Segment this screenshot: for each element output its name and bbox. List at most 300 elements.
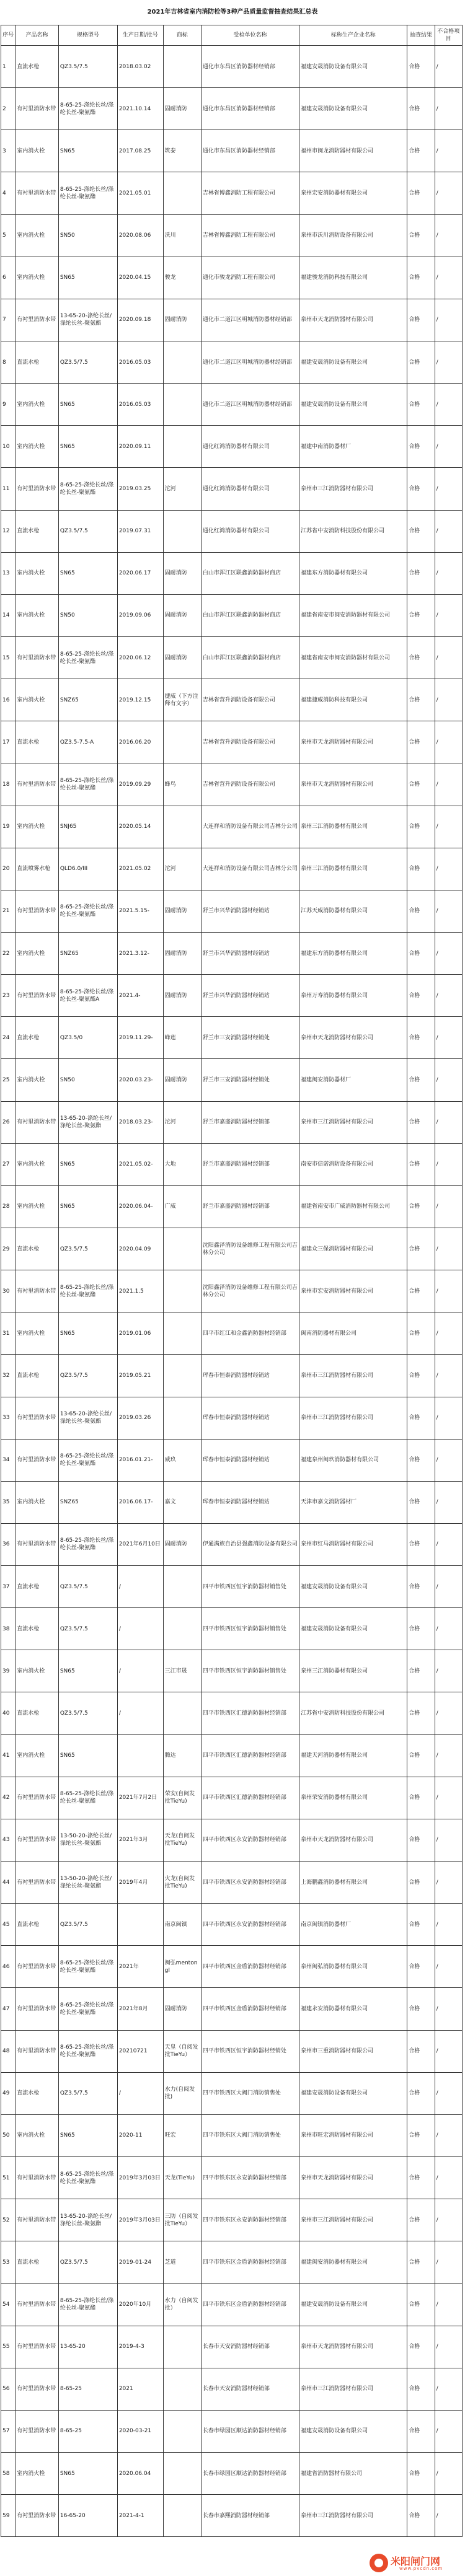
cell-product: 直流水枪 (16, 1566, 59, 1608)
cell-inspected-unit: 四平市铁东区大阀门消防销售处 (201, 2114, 299, 2156)
cell-failed-items: / (435, 1185, 462, 1228)
cell-brand (163, 1312, 201, 1355)
cell-date: 2021.1.5 (117, 1270, 163, 1312)
cell-manufacturer: 泉州市旺宏消防器材有限公司 (299, 2114, 407, 2156)
cell-index: 56 (1, 2368, 16, 2410)
cell-date: 2020.06.04 (117, 2453, 163, 2495)
cell-spec: SN50 (58, 594, 117, 636)
cell-index: 59 (1, 2495, 16, 2537)
cell-index: 41 (1, 1734, 16, 1777)
cell-inspected-unit: 四平市红江和金鑫消防器材经销部 (201, 1312, 299, 1355)
cell-date: 2019年4月 (117, 1862, 163, 1904)
cell-date: 2020.04.15 (117, 257, 163, 299)
cell-spec: SN50 (58, 1059, 117, 1101)
table-row (1, 88, 463, 130)
cell-date (117, 1734, 163, 1777)
cell-result: 合格 (407, 1185, 435, 1228)
cell-inspected-unit: 吉林省博鑫消防工程有限公司 (201, 172, 299, 214)
cell-index: 32 (1, 1355, 16, 1397)
cell-product: 直流水枪 (16, 1228, 59, 1270)
cell-date: 2021年7月2日 (117, 1777, 163, 1819)
cell-failed-items: / (435, 1862, 462, 1904)
cell-manufacturer: 福建闽安消防器材有限公司 (299, 2241, 407, 2284)
cell-manufacturer: 泉州市天龙消防器材有限公司 (299, 1017, 407, 1059)
cell-spec: 8-65-25-涤纶长丝/涤纶长丝-聚氨酯 (58, 468, 117, 510)
cell-result: 合格 (407, 214, 435, 257)
cell-date: 2018.03.23- (117, 1101, 163, 1143)
table-row (1, 2241, 463, 2284)
cell-spec: 8-65-25-涤纶长丝/涤纶长丝-聚氨酯 (58, 763, 117, 806)
cell-date: 2019-4-3 (117, 2326, 163, 2368)
cell-result: 合格 (407, 763, 435, 806)
cell-spec: 8-65-25-涤纶长丝/涤纶长丝-聚氨酯 (58, 1270, 117, 1312)
table-row (1, 975, 463, 1017)
header-date: 生产日期/批号 (117, 25, 163, 46)
cell-index: 38 (1, 1608, 16, 1650)
cell-result: 合格 (407, 1481, 435, 1523)
cell-product: 室内消火栓 (16, 2453, 59, 2495)
cell-product: 室内消火栓 (16, 1059, 59, 1101)
cell-result: 合格 (407, 130, 435, 172)
cell-inspected-unit: 通化市东昌区消防器材经销部 (201, 46, 299, 88)
table-row (1, 1059, 463, 1101)
cell-brand: 闽弘mentongI (163, 1946, 201, 1988)
table-row (1, 46, 463, 88)
cell-inspected-unit: 吉林省营升消防设备有限公司 (201, 763, 299, 806)
cell-index: 24 (1, 1017, 16, 1059)
cell-spec: SN65 (58, 1143, 117, 1185)
cell-brand: 芝道 (163, 2241, 201, 2284)
cell-product: 室内消火栓 (16, 1312, 59, 1355)
cell-product: 有衬里消防水带 (16, 763, 59, 806)
table-row (1, 2326, 463, 2368)
cell-inspected-unit: 舒兰市兴华消防器材经销站 (201, 890, 299, 932)
cell-failed-items: / (435, 2157, 462, 2199)
cell-date: 2019.09.29 (117, 763, 163, 806)
cell-spec: QZ3.5/7.5 (58, 1692, 117, 1734)
cell-date: 2019.03.26 (117, 1397, 163, 1439)
cell-date: 2019.09.06 (117, 594, 163, 636)
cell-manufacturer: 泉州市红马消防器材有限公司 (299, 1523, 407, 1565)
cell-date: / (117, 1650, 163, 1692)
cell-brand: 固耐消防 (163, 1523, 201, 1565)
cell-result: 合格 (407, 1650, 435, 1692)
cell-index: 44 (1, 1862, 16, 1904)
cell-result: 合格 (407, 1608, 435, 1650)
cell-spec: SN65 (58, 1185, 117, 1228)
cell-index: 47 (1, 1988, 16, 2030)
cell-date: 2016.05.03 (117, 341, 163, 383)
cell-index: 52 (1, 2199, 16, 2241)
cell-spec: QZ3.5-7.5-A (58, 721, 117, 763)
cell-manufacturer: 泉州市三江消防器材有限公司 (299, 1355, 407, 1397)
cell-failed-items: / (435, 214, 462, 257)
cell-manufacturer: 福建省南安市闽安消防器材有限公司 (299, 636, 407, 679)
cell-brand (163, 172, 201, 214)
cell-spec: QZ3.5/7.5 (58, 1904, 117, 1946)
watermark-brand: 米阳闸门网 (391, 2556, 441, 2567)
cell-inspected-unit: 长春市天安消防器材经销部 (201, 2326, 299, 2368)
cell-spec: 8-65-25-涤纶长丝/涤纶长丝-聚氨酯 (58, 88, 117, 130)
cell-date: / (117, 1566, 163, 1608)
header-brand: 商标 (163, 25, 201, 46)
cell-spec: 8-65-25-涤纶长丝/涤纶长丝-聚氨酯 (58, 2030, 117, 2072)
table-row (1, 1819, 463, 1861)
cell-result: 合格 (407, 2072, 435, 2114)
table-row (1, 1946, 463, 1988)
cell-failed-items: / (435, 2368, 462, 2410)
cell-index: 17 (1, 721, 16, 763)
cell-date: 2016.05.03 (117, 384, 163, 426)
cell-failed-items: / (435, 130, 462, 172)
cell-brand: 固耐消防 (163, 890, 201, 932)
cell-inspected-unit: 四平市铁西区永安消防器材经销部 (201, 1819, 299, 1861)
cell-inspected-unit: 长春市绿园区顺达消防器材经销部 (201, 2410, 299, 2452)
cell-result: 合格 (407, 1777, 435, 1819)
cell-manufacturer: 福建闽安消防器材厂 (299, 1059, 407, 1101)
cell-product: 有衬里消防水带 (16, 890, 59, 932)
cell-brand (163, 1270, 201, 1312)
cell-manufacturer: 江苏天威消防器材有限公司 (299, 890, 407, 932)
cell-spec: SN65 (58, 1312, 117, 1355)
cell-manufacturer: 泉州三江消防器材有限公司 (299, 848, 407, 890)
cell-inspected-unit: 通化市骏龙消防工程有限公司 (201, 257, 299, 299)
cell-date: 2020.09.11 (117, 426, 163, 468)
cell-inspected-unit: 通化市二道江区明城消防器材经销部 (201, 384, 299, 426)
table-row (1, 172, 463, 214)
table-row (1, 1650, 463, 1692)
cell-inspected-unit: 沈阳鑫泽消防设备维修工程有限公司吉林分公司 (201, 1228, 299, 1270)
cell-inspected-unit: 伊通满族自治县强鑫消防设备有限公司 (201, 1523, 299, 1565)
cell-brand: 固耐消防 (163, 932, 201, 974)
page-title: 2021年吉林省室内消防栓等3种产品质量监督抽查结果汇总表 (147, 9, 318, 15)
table-row (1, 1101, 463, 1143)
table-row (1, 1904, 463, 1946)
cell-spec: 8-65-25 (58, 2410, 117, 2452)
cell-failed-items: / (435, 2410, 462, 2452)
cell-index: 48 (1, 2030, 16, 2072)
cell-brand (163, 2368, 201, 2410)
cell-brand: 威玖 (163, 1439, 201, 1481)
cell-inspected-unit: 沈阳鑫泽消防设备维修工程有限公司吉林分公司 (201, 1270, 299, 1312)
cell-result: 合格 (407, 679, 435, 721)
cell-result: 合格 (407, 1101, 435, 1143)
cell-result: 合格 (407, 2030, 435, 2072)
cell-product: 室内消火栓 (16, 679, 59, 721)
cell-failed-items: / (435, 88, 462, 130)
cell-product: 室内消火栓 (16, 1143, 59, 1185)
cell-date: 2021.10.14 (117, 88, 163, 130)
table-row (1, 890, 463, 932)
cell-date: / (117, 1608, 163, 1650)
cell-inspected-unit: 舒兰市三安消防器材经销处 (201, 1017, 299, 1059)
cell-failed-items: / (435, 46, 462, 88)
cell-spec: 13-50-20-涤纶长丝/涤纶长丝-聚氨酯 (58, 1819, 117, 1861)
cell-inspected-unit: 白山市浑江区联鑫消防器材商店 (201, 594, 299, 636)
cell-brand: 天皇（自阅发批TieYu） (163, 2030, 201, 2072)
cell-date: 2020.06.12 (117, 636, 163, 679)
cell-spec: 8-65-25-涤纶长丝/涤纶长丝-聚氨酯 (58, 636, 117, 679)
cell-spec: QZ3.5/7.5 (58, 341, 117, 383)
table-row (1, 2284, 463, 2326)
cell-product: 直流水枪 (16, 1017, 59, 1059)
cell-index: 31 (1, 1312, 16, 1355)
cell-result: 合格 (407, 2326, 435, 2368)
cell-failed-items: / (435, 1481, 462, 1523)
cell-manufacturer: 福建省南安市广威消防器材有限公司 (299, 1185, 407, 1228)
table-row (1, 1692, 463, 1734)
cell-failed-items: / (435, 2326, 462, 2368)
cell-inspected-unit: 吉林省博鑫消防工程有限公司 (201, 214, 299, 257)
cell-failed-items: / (435, 1650, 462, 1692)
cell-failed-items: / (435, 2495, 462, 2537)
cell-index: 12 (1, 510, 16, 552)
cell-product: 有衬里消防水带 (16, 1270, 59, 1312)
watermark-site: www.pvcdn.com (399, 2566, 443, 2571)
cell-failed-items: / (435, 1734, 462, 1777)
cell-manufacturer: 泉州市三江消防器材有限公司 (299, 1397, 407, 1439)
cell-manufacturer: 天津市嘉文消防器材厂 (299, 1481, 407, 1523)
cell-index: 36 (1, 1523, 16, 1565)
cell-date: 2020.05.14 (117, 806, 163, 848)
cell-index: 6 (1, 257, 16, 299)
cell-product: 有衬里消防水带 (16, 2030, 59, 2072)
cell-index: 43 (1, 1819, 16, 1861)
cell-failed-items: / (435, 552, 462, 594)
cell-result: 合格 (407, 2157, 435, 2199)
cell-product: 室内消火栓 (16, 130, 59, 172)
table-row (1, 1185, 463, 1228)
table-row (1, 2453, 463, 2495)
cell-date: 2019.03.25 (117, 468, 163, 510)
cell-inspected-unit: 四平市铁东区金盾消防器材经销部 (201, 2241, 299, 2284)
cell-inspected-unit: 四平市铁东区永安消防器材经销部 (201, 2157, 299, 2199)
cell-date: 2021年6月10日 (117, 1523, 163, 1565)
cell-brand: 南京闽镇 (163, 1904, 201, 1946)
cell-inspected-unit: 四平市铁西区永安消防器材经销部 (201, 1862, 299, 1904)
cell-product: 有衬里消防水带 (16, 2495, 59, 2537)
cell-spec: 13-65-20-涤纶长丝/涤纶长丝-聚氨酯 (58, 1397, 117, 1439)
cell-spec: SN65 (58, 552, 117, 594)
cell-manufacturer: 泉州市三江消防器材有限公司 (299, 1101, 407, 1143)
cell-spec: SNZ65 (58, 679, 117, 721)
cell-spec: QZ3.5/0 (58, 1017, 117, 1059)
cell-failed-items: / (435, 763, 462, 806)
cell-manufacturer: 泉州荣安消防器材有限公司 (299, 1777, 407, 1819)
cell-spec: SNJ65 (58, 806, 117, 848)
cell-inspected-unit: 通化市二道江区明城消防器材经销部 (201, 299, 299, 341)
table-row (1, 468, 463, 510)
cell-result: 合格 (407, 2368, 435, 2410)
cell-index: 9 (1, 384, 16, 426)
cell-brand: 三江市晟 (163, 1650, 201, 1692)
cell-inspected-unit: 吉林省营升消防设备有限公司 (201, 721, 299, 763)
cell-index: 10 (1, 426, 16, 468)
cell-result: 合格 (407, 932, 435, 974)
cell-inspected-unit: 四平市铁西区汇德消防器材经销部 (201, 1734, 299, 1777)
table-row (1, 594, 463, 636)
cell-failed-items: / (435, 2072, 462, 2114)
cell-spec: 8-65-25 (58, 2368, 117, 2410)
cell-index: 40 (1, 1692, 16, 1734)
cell-spec: 13-65-20-涤纶长丝/涤纶长丝-聚氨酯 (58, 299, 117, 341)
table-row (1, 214, 463, 257)
cell-inspected-unit: 长春市嘉熙消防器材经销部 (201, 2495, 299, 2537)
cell-date: 2020.03.23- (117, 1059, 163, 1101)
cell-spec: 8-65-25-涤纶长丝/涤纶长丝-聚氨酯 (58, 1523, 117, 1565)
cell-result: 合格 (407, 257, 435, 299)
header-manufacturer: 标称生产企业名称 (299, 25, 407, 46)
cell-product: 直流水枪 (16, 1608, 59, 1650)
cell-result: 合格 (407, 1017, 435, 1059)
table-row (1, 2495, 463, 2537)
cell-brand (163, 1355, 201, 1397)
cell-product: 有衬里消防水带 (16, 1988, 59, 2030)
cell-inspected-unit: 长春市天安消防器材经销部 (201, 2368, 299, 2410)
cell-date: 2021.4- (117, 975, 163, 1017)
cell-manufacturer: 福建东方消防器材有限公司 (299, 552, 407, 594)
cell-failed-items: / (435, 890, 462, 932)
cell-date: 2017.08.25 (117, 130, 163, 172)
cell-result: 合格 (407, 1946, 435, 1988)
cell-index: 33 (1, 1397, 16, 1439)
cell-product: 室内消火栓 (16, 1481, 59, 1523)
cell-result: 合格 (407, 1523, 435, 1565)
cell-spec: 8-65-25-涤纶长丝/涤纶长丝-聚氨酯 (58, 2157, 117, 2199)
table-row (1, 806, 463, 848)
cell-failed-items: / (435, 594, 462, 636)
cell-manufacturer: 福建众三保消防器材有限公司 (299, 1228, 407, 1270)
table-row (1, 1566, 463, 1608)
cell-product: 室内消火栓 (16, 257, 59, 299)
cell-product: 有衬里消防水带 (16, 299, 59, 341)
cell-index: 2 (1, 88, 16, 130)
cell-inspected-unit: 通化市二道江区明城消防器材经销部 (201, 341, 299, 383)
table-row (1, 1439, 463, 1481)
cell-index: 39 (1, 1650, 16, 1692)
cell-date (117, 1904, 163, 1946)
cell-manufacturer: 福建安晟消防设备有限公司 (299, 2072, 407, 2114)
cell-product: 室内消火栓 (16, 552, 59, 594)
table-row (1, 848, 463, 890)
cell-failed-items: / (435, 1439, 462, 1481)
cell-failed-items: / (435, 257, 462, 299)
cell-index: 19 (1, 806, 16, 848)
brand-logo-icon (370, 2554, 388, 2572)
cell-spec: QZ3.5/7.5 (58, 510, 117, 552)
cell-product: 有衬里消防水带 (16, 2284, 59, 2326)
cell-date: 2019-01-24 (117, 2241, 163, 2284)
header-index: 序号 (1, 25, 16, 46)
cell-inspected-unit: 珲春市恒泰消防器材经销站 (201, 1397, 299, 1439)
cell-spec: SN65 (58, 384, 117, 426)
cell-product: 有衬里消防水带 (16, 2326, 59, 2368)
cell-spec: QZ3.5/7.5 (58, 1355, 117, 1397)
cell-result: 合格 (407, 1862, 435, 1904)
cell-spec: QLD6.0/III (58, 848, 117, 890)
table-header-row (1, 25, 463, 46)
cell-brand (163, 2495, 201, 2537)
cell-index: 49 (1, 2072, 16, 2114)
cell-spec: 8-65-25-涤纶长丝/涤纶长丝-聚氨酯 (58, 1946, 117, 1988)
table-row (1, 384, 463, 426)
cell-date: 2021.05.01 (117, 172, 163, 214)
cell-manufacturer: 泉州市天龙消防器材有限公司 (299, 1819, 407, 1861)
cell-spec: SN65 (58, 426, 117, 468)
cell-brand: 固耐消防 (163, 299, 201, 341)
cell-manufacturer: 泉州市三江消防器材有限公司 (299, 2368, 407, 2410)
cell-result: 合格 (407, 468, 435, 510)
cell-failed-items: / (435, 299, 462, 341)
cell-spec: 8-65-25-涤纶长丝/涤纶长丝-聚氨酯 (58, 890, 117, 932)
cell-manufacturer: 南京闽镇消防器材厂 (299, 1904, 407, 1946)
cell-product: 室内消火栓 (16, 932, 59, 974)
cell-index: 35 (1, 1481, 16, 1523)
table-row (1, 426, 463, 468)
cell-spec: QZ3.5/7.5 (58, 1228, 117, 1270)
cell-manufacturer: 闽南消防器材有限公司 (299, 1312, 407, 1355)
cell-manufacturer: 福建安晟消防设备有限公司 (299, 384, 407, 426)
cell-brand (163, 1397, 201, 1439)
cell-product: 有衬里消防水带 (16, 2410, 59, 2452)
cell-result: 合格 (407, 1439, 435, 1481)
cell-result: 合格 (407, 1692, 435, 1734)
cell-spec: 13-65-20 (58, 2326, 117, 2368)
cell-manufacturer: 泉州市天龙消防器材有限公司 (299, 2157, 407, 2199)
cell-brand: 骏龙 (163, 257, 201, 299)
cell-index: 20 (1, 848, 16, 890)
cell-index: 5 (1, 214, 16, 257)
cell-failed-items: / (435, 932, 462, 974)
cell-spec: QZ3.5/7.5 (58, 46, 117, 88)
cell-spec: SNZ65 (58, 932, 117, 974)
cell-result: 合格 (407, 636, 435, 679)
cell-result: 合格 (407, 384, 435, 426)
cell-brand: 蜂鸟 (163, 763, 201, 806)
cell-inspected-unit: 舒兰市兴华消防器材经销站 (201, 932, 299, 974)
cell-failed-items: / (435, 1270, 462, 1312)
cell-date: 2020.06.04- (117, 1185, 163, 1228)
cell-product: 有衬里消防水带 (16, 2199, 59, 2241)
cell-manufacturer: 福建省消防器材有限公司 (299, 2453, 407, 2495)
cell-index: 3 (1, 130, 16, 172)
table-row (1, 932, 463, 974)
cell-index: 23 (1, 975, 16, 1017)
cell-inspected-unit: 舒兰市嘉盛消防器材经销部 (201, 1185, 299, 1228)
cell-index: 50 (1, 2114, 16, 2156)
cell-brand: 沱河 (163, 848, 201, 890)
cell-manufacturer: 福建安晟消防设备有限公司 (299, 2284, 407, 2326)
cell-index: 25 (1, 1059, 16, 1101)
table-row (1, 130, 463, 172)
cell-inspected-unit: 四平市铁西区汇德消防器材经销部 (201, 1777, 299, 1819)
cell-date: 20210721 (117, 2030, 163, 2072)
cell-failed-items: / (435, 2199, 462, 2241)
cell-inspected-unit: 珲春市恒泰消防器材经销站 (201, 1481, 299, 1523)
cell-product: 有衬里消防水带 (16, 1523, 59, 1565)
cell-brand (163, 426, 201, 468)
cell-index: 8 (1, 341, 16, 383)
cell-spec: SN65 (58, 130, 117, 172)
cell-result: 合格 (407, 2284, 435, 2326)
cell-manufacturer: 泉州市三重消防器材有限公司 (299, 2030, 407, 2072)
cell-failed-items: / (435, 1143, 462, 1185)
cell-date: 2021.05.02- (117, 1143, 163, 1185)
cell-manufacturer: 福建东方消防器材有限公司 (299, 932, 407, 974)
cell-brand: 固耐消防 (163, 975, 201, 1017)
cell-date: 2019.11.29- (117, 1017, 163, 1059)
cell-product: 有衬里消防水带 (16, 1862, 59, 1904)
